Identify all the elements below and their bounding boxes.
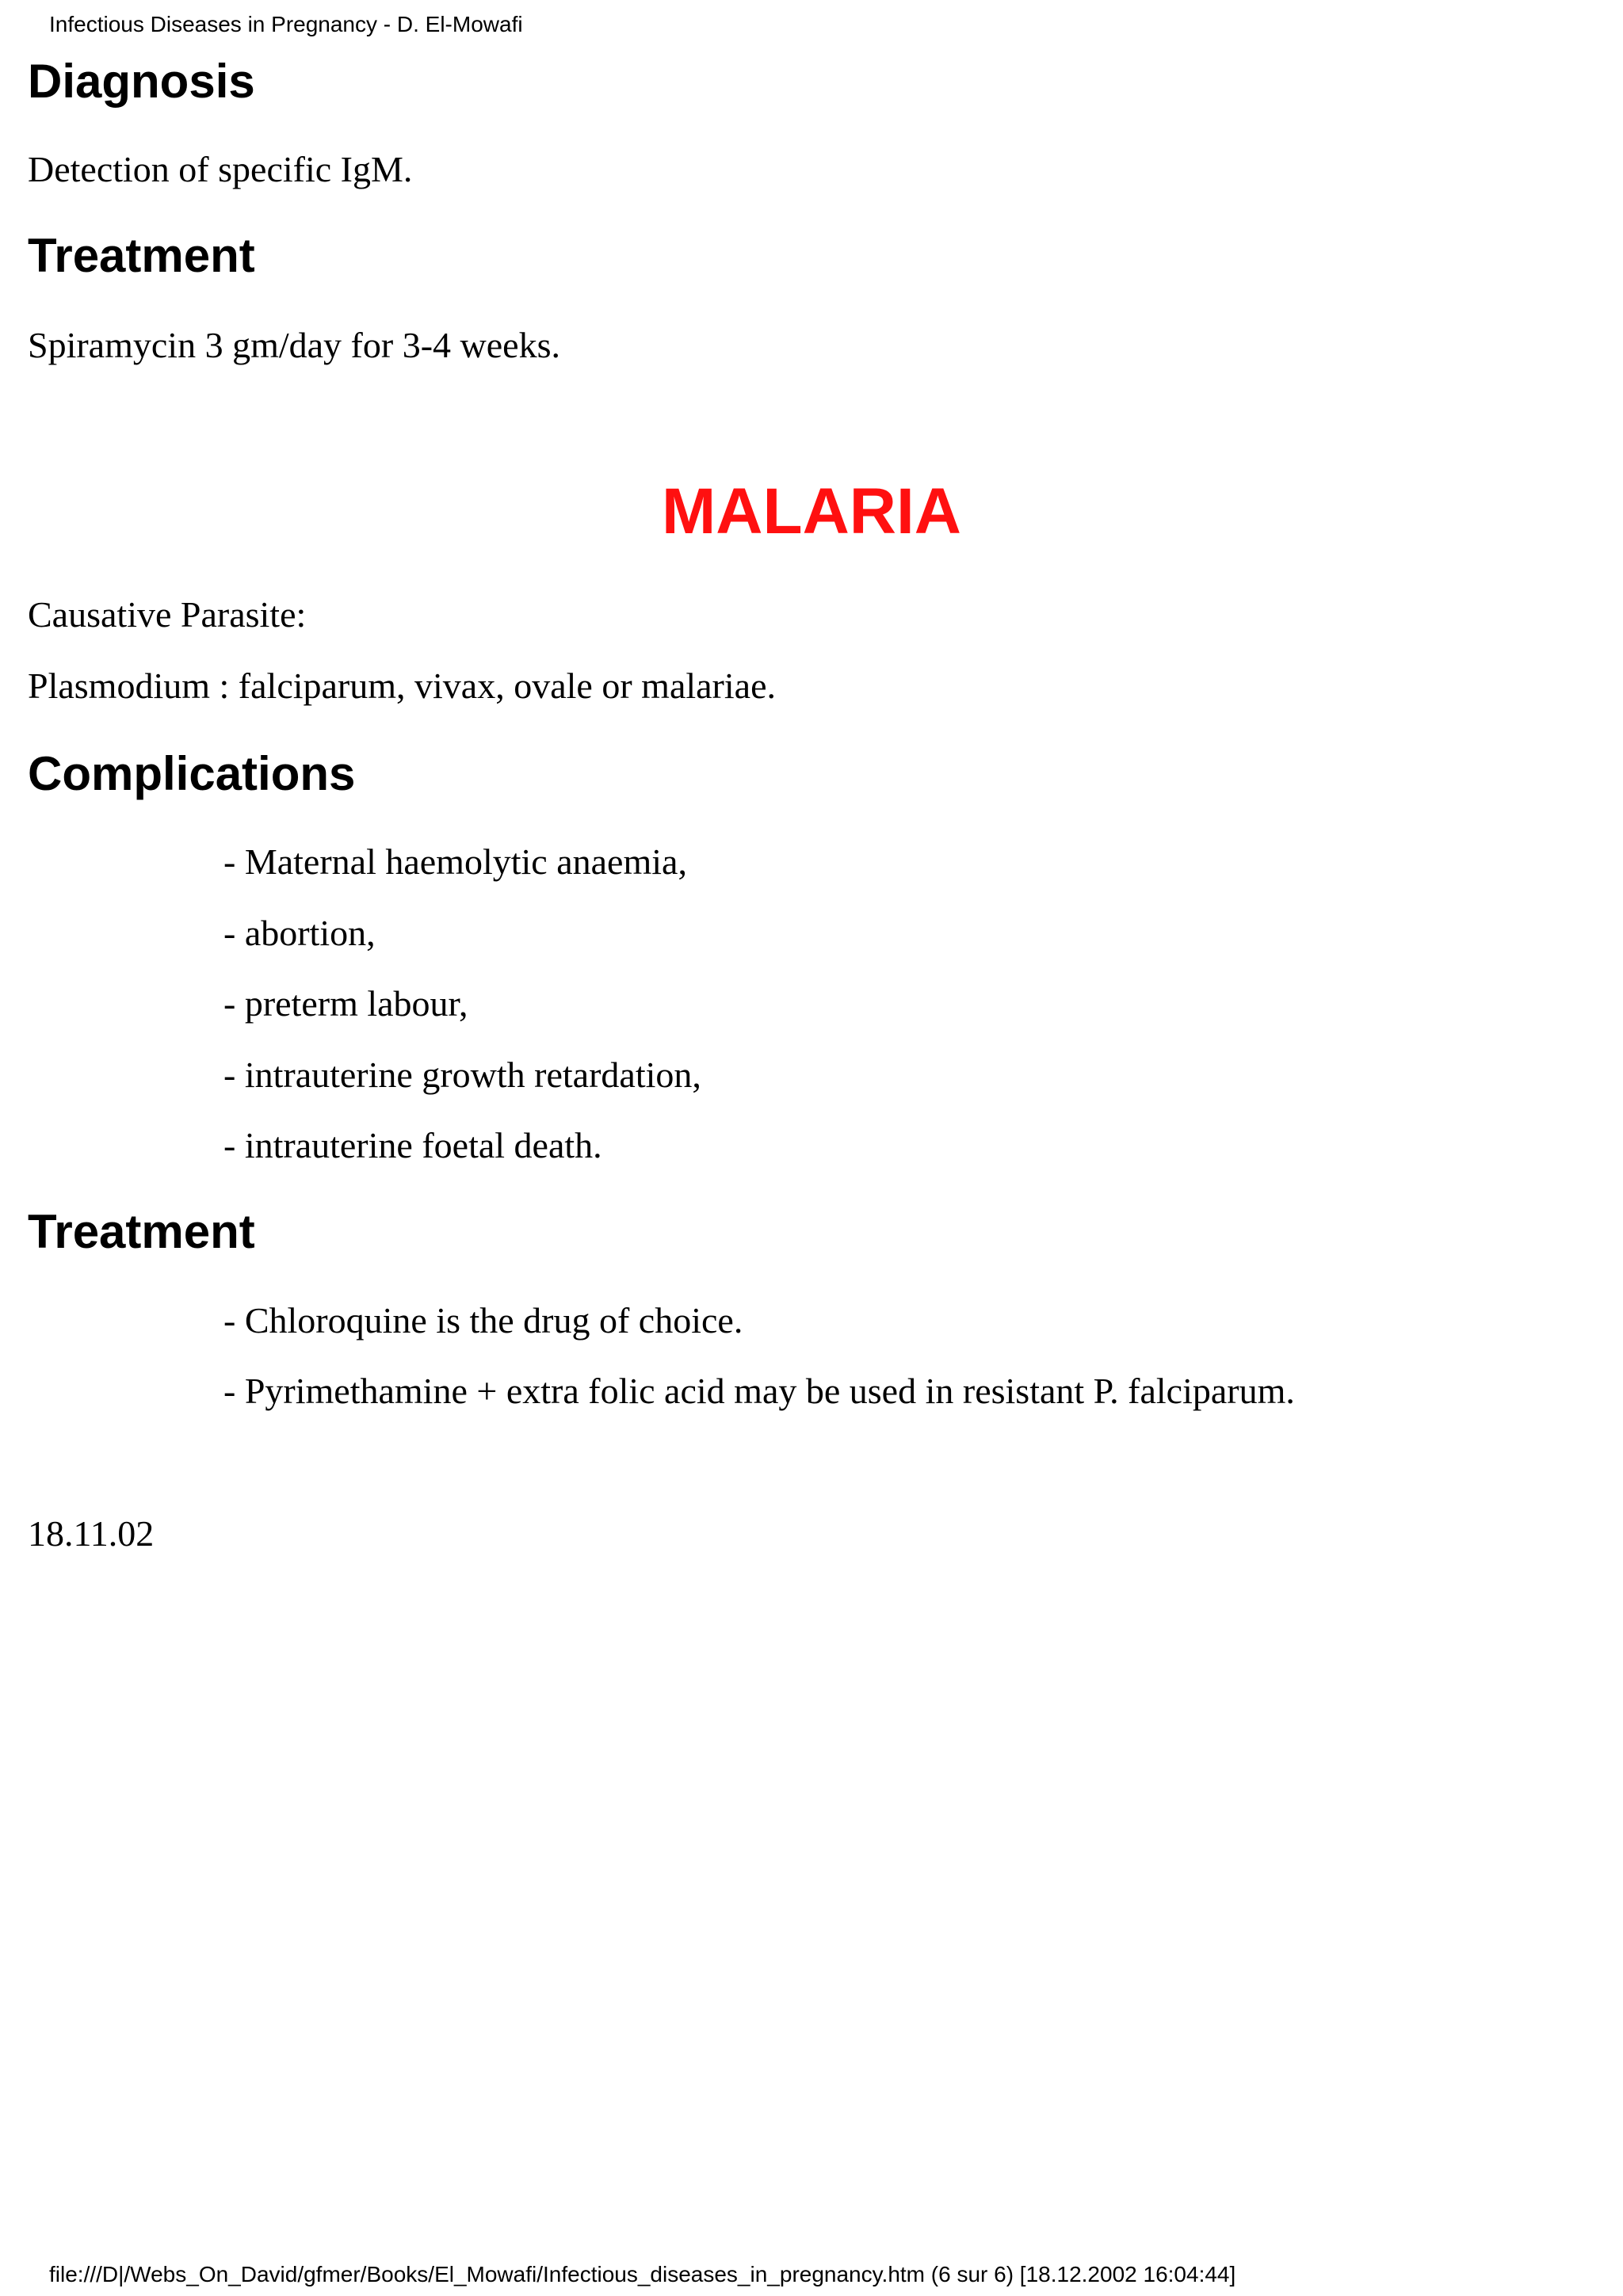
complication-item: - Maternal haemolytic anaemia, <box>223 841 687 882</box>
treatment-text: Spiramycin 3 gm/day for 3-4 weeks. <box>28 325 560 365</box>
complication-item: - intrauterine foetal death. <box>223 1125 602 1165</box>
parasite-label: Causative Parasite: <box>28 594 307 635</box>
page-footer: file:///D|/Webs_On_David/gfmer/Books/El_Mowafi/Infectious_diseases_in_pregnancy.htm (6 sur 6) [18.12.2002 16:04:44] <box>49 2262 1236 2286</box>
diagnosis-text: Detection of specific IgM. <box>28 149 413 189</box>
complication-item: - intrauterine growth retardation, <box>223 1055 701 1095</box>
malaria-treatment-heading: Treatment <box>28 1205 255 1258</box>
complication-item: - preterm labour, <box>223 983 468 1024</box>
treatment-item: - Pyrimethamine + extra folic acid may be used in resistant P. falciparum. <box>223 1371 1295 1411</box>
diagnosis-heading: Diagnosis <box>28 55 255 108</box>
page-header: Infectious Diseases in Pregnancy - D. El-Mowafi <box>49 12 523 36</box>
treatment-item: - Chloroquine is the drug of choice. <box>223 1300 743 1341</box>
document-date: 18.11.02 <box>28 1513 155 1554</box>
treatment-heading: Treatment <box>28 229 255 282</box>
complications-heading: Complications <box>28 747 356 800</box>
parasite-text: Plasmodium : falciparum, vivax, ovale or malariae. <box>28 666 776 706</box>
malaria-title: MALARIA <box>661 475 962 547</box>
complication-item: - abortion, <box>223 913 376 953</box>
